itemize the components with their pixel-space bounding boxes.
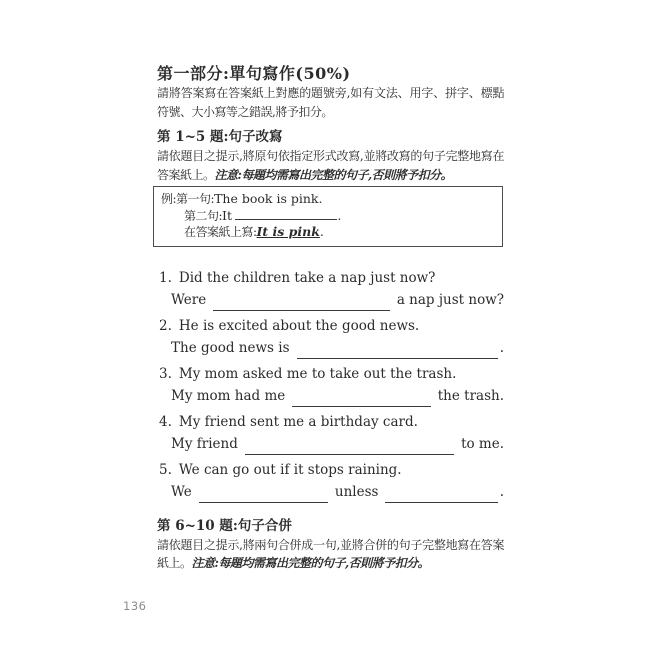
question-5-prompt-row — [157, 459, 504, 481]
question-number: 1. — [159, 269, 172, 286]
question-number: 2. — [159, 317, 172, 334]
question-prompt: My mom asked me to take out the trash. — [178, 365, 457, 382]
question-4 — [157, 411, 504, 455]
section1-note: 注意:每題均需寫出完整的句子,否則將予扣分。 — [214, 167, 453, 182]
section2-note: 注意:每題均需寫出完整的句子,否則將予扣分。 — [191, 556, 430, 570]
answer-suffix: a nap just now? — [396, 291, 504, 308]
example-answer-blank — [235, 209, 337, 220]
section1-instructions-text: 請依題目之提示,將原句依指定形式改寫,並將改寫的句子完整地寫在答案紙上。 — [157, 149, 504, 182]
example-answer-text: It is pink — [256, 224, 320, 239]
example-first-label: 第一句: — [176, 192, 215, 206]
content-column — [157, 0, 504, 573]
question-number: 3. — [159, 365, 172, 382]
question-number: 4. — [159, 413, 172, 430]
question-1 — [157, 267, 504, 311]
question-3-answer-row — [171, 385, 504, 407]
answer-blank — [385, 485, 497, 503]
question-3-prompt-row — [157, 363, 504, 385]
example-box — [153, 186, 503, 247]
example-line-2 — [184, 208, 494, 225]
answer-blank — [213, 293, 390, 311]
answer-prefix: My friend — [171, 435, 238, 452]
example-line-3 — [184, 224, 494, 241]
answer-prefix: We — [171, 483, 192, 500]
question-1-answer-row — [171, 289, 504, 311]
question-2 — [157, 315, 504, 359]
answer-suffix: to me. — [461, 435, 504, 452]
example-second-prefix: It — [222, 207, 233, 223]
question-2-prompt-row — [157, 315, 504, 337]
answer-prefix: The good news is — [171, 339, 290, 356]
question-list — [157, 267, 504, 503]
answer-suffix: . — [499, 339, 504, 356]
answer-blank — [297, 341, 498, 359]
question-number: 5. — [159, 461, 172, 478]
example-second-label: 第二句: — [184, 208, 223, 223]
question-prompt: He is excited about the good news. — [178, 317, 420, 334]
question-3 — [157, 363, 504, 407]
question-prompt: We can go out if it stops raining. — [178, 461, 402, 478]
answer-suffix: the trash. — [437, 387, 504, 404]
question-prompt: Did the children take a nap just now? — [178, 269, 436, 286]
answer-blank — [199, 485, 328, 503]
section1-instructions — [157, 147, 504, 184]
question-1-prompt-row — [157, 267, 504, 289]
question-5-answer-row — [171, 481, 504, 503]
section1-heading: 第 1~5 題:句子改寫 — [157, 129, 283, 145]
answer-prefix: Were — [171, 291, 207, 308]
answer-prefix: My mom had me — [171, 387, 286, 404]
page-number: 136 — [123, 599, 147, 613]
section2-instructions — [157, 536, 504, 573]
question-4-answer-row — [171, 433, 504, 455]
section2-heading: 第 6~10 題:句子合併 — [157, 517, 292, 534]
example-first-sentence: The book is pink. — [214, 191, 323, 206]
part1-title: 第一部分:單句寫作(50%) — [157, 64, 351, 83]
example-line-1 — [161, 191, 494, 208]
answer-middle: unless — [334, 483, 379, 500]
example-write-label: 在答案紙上寫: — [184, 225, 257, 239]
section2-instructions-text: 請依題目之提示,將兩句合併成一句,並將合併的句子完整地寫在答案紙上。 — [157, 537, 504, 570]
example-answer-suffix: . — [319, 224, 324, 239]
answer-blank — [292, 389, 431, 407]
example-label: 例: — [161, 192, 177, 206]
example-second-suffix: . — [337, 207, 342, 223]
answer-suffix: . — [499, 483, 504, 500]
question-5 — [157, 459, 504, 503]
question-2-answer-row — [171, 337, 504, 359]
question-prompt: My friend sent me a birthday card. — [178, 413, 418, 430]
part1-instructions: 請將答案寫在答案紙上對應的題號旁,如有文法、用字、拼字、標點符號、大小寫等之錯誤,將予扣分。 — [157, 86, 504, 119]
answer-blank — [245, 437, 454, 455]
question-4-prompt-row — [157, 411, 504, 433]
